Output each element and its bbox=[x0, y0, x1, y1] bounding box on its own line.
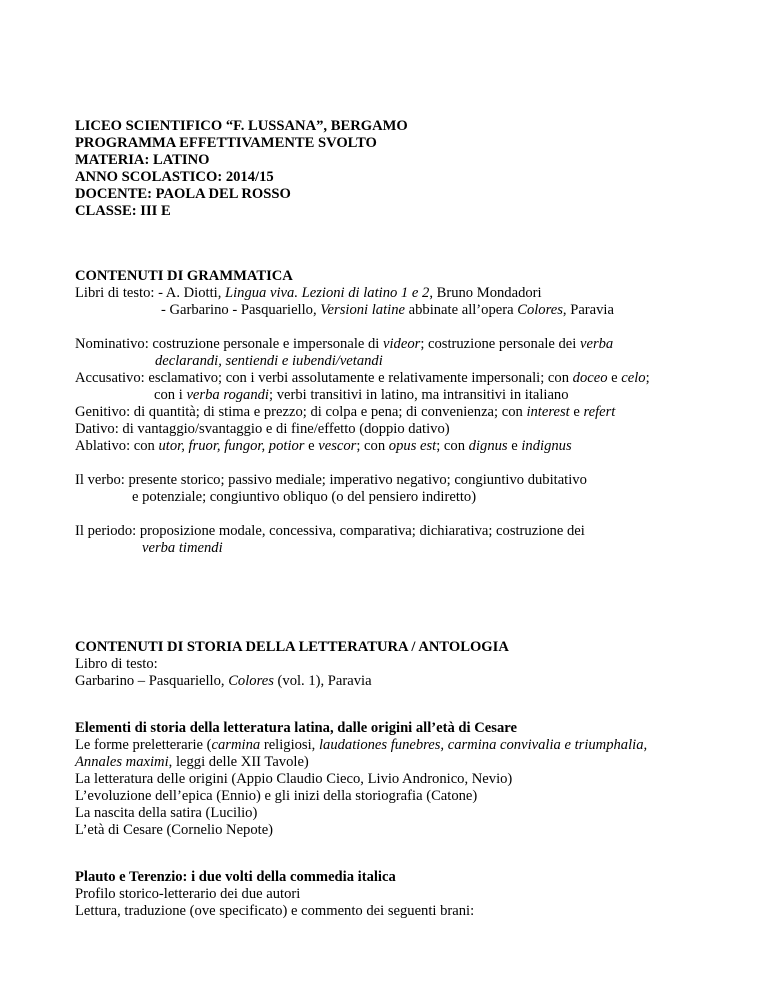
text: Garbarino – Pasquariello, bbox=[75, 673, 229, 689]
text: con i bbox=[154, 387, 187, 403]
text: ; con bbox=[356, 438, 389, 454]
grammar-section bbox=[75, 268, 715, 557]
text: ; bbox=[645, 370, 650, 386]
term: vescor bbox=[318, 438, 357, 454]
text: ; verbi transitivi in latino, ma intransitivi in italiano bbox=[269, 387, 569, 403]
verb-line1: Il verbo: presente storico; passivo mediale; imperativo negativo; congiuntivo dubitativo bbox=[75, 472, 587, 488]
grammar-books-line2 bbox=[75, 302, 715, 319]
comedy-line1: Profilo storico-letterario dei due autori bbox=[75, 886, 301, 902]
nominativo-line1 bbox=[75, 336, 715, 353]
term: indignus bbox=[521, 438, 572, 454]
literature-subsection-origins bbox=[75, 720, 715, 839]
origins-line1 bbox=[75, 737, 715, 754]
text: Ablativo: con bbox=[75, 438, 159, 454]
grammar-cases bbox=[75, 336, 715, 455]
accusativo-line2 bbox=[75, 387, 715, 404]
text: ; costruzione personale dei bbox=[420, 336, 580, 352]
text: e bbox=[607, 370, 622, 386]
term: declarandi, sentiendi e iubendi/vetandi bbox=[155, 353, 383, 369]
document-page bbox=[75, 118, 715, 920]
origins-line3: La letteratura delle origini (Appio Claudio Cieco, Livio Andronico, Nevio) bbox=[75, 771, 513, 787]
origins-title: Elementi di storia della letteratura latina, dalle origini all’età di Cesare bbox=[75, 720, 517, 736]
grammar-verb bbox=[75, 472, 715, 506]
period-line2 bbox=[75, 540, 715, 557]
term: Annales maximi bbox=[75, 754, 169, 770]
term: opus est bbox=[388, 438, 437, 454]
subject: MATERIA: LATINO bbox=[75, 152, 210, 168]
school-year: ANNO SCOLASTICO: 2014/15 bbox=[75, 169, 274, 185]
document-header bbox=[75, 118, 715, 220]
grammar-title: CONTENUTI DI GRAMMATICA bbox=[75, 268, 293, 284]
text: ; con bbox=[436, 438, 469, 454]
literature-section bbox=[75, 639, 715, 920]
comedy-line2: Lettura, traduzione (ove specificato) e commento dei seguenti brani: bbox=[75, 903, 475, 919]
teacher: DOCENTE: PAOLA DEL ROSSO bbox=[75, 186, 291, 202]
book-title: Versioni latine bbox=[320, 302, 405, 318]
literature-subsection-comedy bbox=[75, 869, 715, 920]
literature-book bbox=[75, 673, 715, 690]
verb-line2: e potenziale; congiuntivo obliquo (o del pensiero indiretto) bbox=[132, 489, 477, 505]
term: videor bbox=[383, 336, 421, 352]
period-line1: Il periodo: proposizione modale, concessiva, comparativa; dichiarativa; costruzione dei bbox=[75, 523, 585, 539]
book-title: Lingua viva. Lezioni di latino 1 e 2 bbox=[225, 285, 430, 301]
term: refert bbox=[583, 404, 616, 420]
comedy-title: Plauto e Terenzio: i due volti della commedia italica bbox=[75, 869, 396, 885]
term: laudationes funebres, carmina convivalia e triumphalia, bbox=[318, 737, 648, 753]
text: (vol. 1), Paravia bbox=[273, 673, 372, 689]
text: abbinate all’opera bbox=[404, 302, 518, 318]
text: , Paravia bbox=[562, 302, 614, 318]
term: verba rogandi bbox=[186, 387, 269, 403]
text: e bbox=[507, 438, 522, 454]
text: - Garbarino - Pasquariello, bbox=[161, 302, 321, 318]
text: Nominativo: costruzione personale e impersonale di bbox=[75, 336, 384, 352]
grammar-books-line1 bbox=[75, 285, 715, 302]
dativo-line: Dativo: di vantaggio/svantaggio e di fine/effetto (doppio dativo) bbox=[75, 421, 450, 437]
text: Accusativo: esclamativo; con i verbi assolutamente e relativamente impersonali; con bbox=[75, 370, 573, 386]
term: doceo bbox=[572, 370, 608, 386]
class: CLASSE: III E bbox=[75, 203, 171, 219]
origins-line6: L’età di Cesare (Cornelio Nepote) bbox=[75, 822, 274, 838]
book-title: Colores bbox=[517, 302, 563, 318]
origins-line2 bbox=[75, 754, 715, 771]
text: , leggi delle XII Tavole) bbox=[168, 754, 309, 770]
text: Libri di testo: - A. Diotti, bbox=[75, 285, 225, 301]
term: celo bbox=[621, 370, 646, 386]
term: carmina bbox=[211, 737, 261, 753]
text: Genitivo: di quantità; di stima e prezzo; di colpa e pena; di convenienza; con bbox=[75, 404, 527, 420]
term: interest bbox=[526, 404, 570, 420]
literature-title: CONTENUTI DI STORIA DELLA LETTERATURA / ANTOLOGIA bbox=[75, 639, 509, 655]
origins-line4: L’evoluzione dell’epica (Ennio) e gli inizi della storiografia (Catone) bbox=[75, 788, 478, 804]
text: , Bruno Mondadori bbox=[429, 285, 542, 301]
term: verba bbox=[579, 336, 614, 352]
term: dignus bbox=[468, 438, 508, 454]
text: Le forme preletterarie ( bbox=[75, 737, 212, 753]
origins-line5: La nascita della satira (Lucilio) bbox=[75, 805, 258, 821]
book-title: Colores bbox=[228, 673, 274, 689]
term: verba timendi bbox=[142, 540, 223, 556]
term: utor, fruor, fungor, potior bbox=[158, 438, 305, 454]
school-name: LICEO SCIENTIFICO “F. LUSSANA”, BERGAMO bbox=[75, 118, 408, 134]
accusativo-line1 bbox=[75, 370, 715, 387]
text: religiosi, bbox=[260, 737, 319, 753]
nominativo-line2 bbox=[75, 353, 715, 370]
text: e bbox=[304, 438, 319, 454]
genitivo-line bbox=[75, 404, 715, 421]
program-title: PROGRAMMA EFFETTIVAMENTE SVOLTO bbox=[75, 135, 377, 151]
grammar-period bbox=[75, 523, 715, 557]
text: e bbox=[569, 404, 584, 420]
literature-book-label: Libro di testo: bbox=[75, 656, 158, 672]
ablativo-line bbox=[75, 438, 715, 455]
